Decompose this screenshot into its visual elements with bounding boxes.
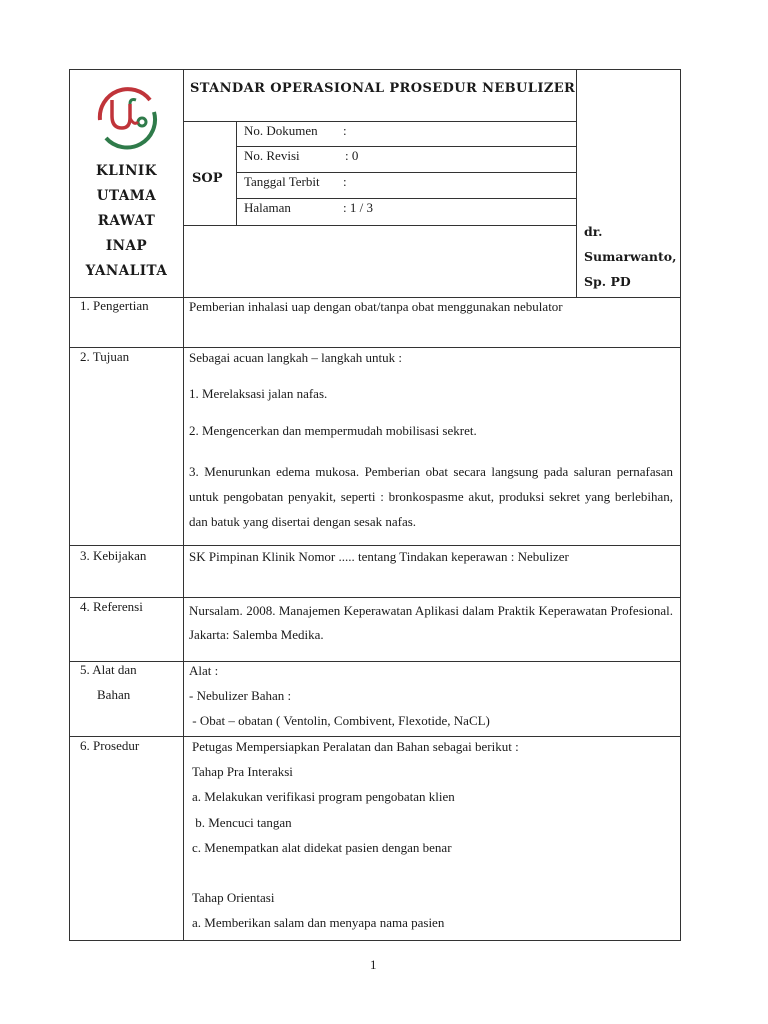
row-divider-5 — [69, 736, 681, 737]
table-border-right — [680, 69, 681, 941]
clinic-name-line: INAP — [105, 238, 148, 254]
doctor-name — [584, 219, 676, 294]
table-border-bottom — [69, 940, 681, 941]
clinic-name-line: UTAMA — [96, 188, 157, 204]
clinic-name-line: KLINIK — [96, 163, 157, 179]
prosedur-line-4: b. Mencuci tangan — [192, 815, 292, 830]
field-label-halaman: Halaman — [244, 200, 291, 215]
section-label-kebijakan: 3. Kebijakan — [80, 548, 147, 563]
field-value-no-dokumen: : — [343, 123, 347, 138]
column-divider-1 — [183, 69, 184, 941]
title-divider — [183, 121, 576, 122]
sop-bottom-divider — [183, 225, 576, 226]
prosedur-line-2: Tahap Pra Interaksi — [192, 764, 293, 779]
sop-divider — [236, 121, 237, 225]
prosedur-line-6: Tahap Orientasi — [192, 890, 275, 905]
field-label-tanggal-terbit: Tanggal Terbit — [244, 174, 320, 189]
field-value-no-revisi: : 0 — [345, 148, 359, 163]
page-number: 1 — [370, 957, 377, 972]
tujuan-intro: Sebagai acuan langkah – langkah untuk : — [189, 350, 402, 365]
prosedur-line-3: a. Melakukan verifikasi program pengobatan klien — [192, 789, 455, 804]
tujuan-item-2: 2. Mengencerkan dan mempermudah mobilisasi sekret. — [189, 423, 477, 438]
field-value-halaman: : 1 / 3 — [343, 200, 373, 215]
clinic-name-line: YANALITA — [85, 263, 168, 279]
section-label-referensi: 4. Referensi — [80, 599, 143, 614]
field-label-no-dokumen: No. Dokumen — [244, 123, 318, 138]
section-label-bahan: Bahan — [97, 687, 131, 702]
clinic-logo-icon — [92, 82, 160, 150]
prosedur-line-1: Petugas Mempersiapkan Peralatan dan Bahan sebagai berikut : — [192, 739, 519, 754]
field-value-tanggal-terbit: : — [343, 174, 347, 189]
row-divider-1 — [69, 347, 681, 348]
pengertian-text: Pemberian inhalasi uap dengan obat/tanpa obat menggunakan nebulator — [189, 299, 563, 314]
document-title: STANDAR OPERASIONAL PROSEDUR NEBULIZER — [190, 81, 576, 96]
column-divider-doctor — [576, 69, 577, 297]
alat-line-1: Alat : — [189, 663, 219, 678]
doctor-name-line: Sp. PD — [584, 274, 631, 289]
doctor-name-line: Sumarwanto, — [584, 249, 677, 264]
row-divider-2 — [69, 545, 681, 546]
alat-line-3: - Obat – obatan ( Ventolin, Combivent, Flexotide, NaCL) — [189, 713, 490, 728]
referensi-text: Nursalam. 2008. Manajemen Keperawatan Aplikasi dalam Praktik Keperawatan Profesional. Jakarta: Salemba Medika. — [189, 603, 673, 642]
doctor-name-line: dr. — [584, 224, 603, 239]
alat-line-2: - Nebulizer Bahan : — [189, 688, 292, 703]
tujuan-item-3: 3. Menurunkan edema mukosa. Pemberian obat secara langsung pada saluran pernafasan untuk pengobatan penyakit, seperti : bronkospasme akut, produksi sekret yang berlebihan, dan batuk yang disertai dengan sesak nafas. — [189, 464, 673, 529]
tujuan-item-1: 1. Merelaksasi jalan nafas. — [189, 386, 328, 401]
table-border-top — [69, 69, 681, 70]
field-label-no-revisi: No. Revisi — [244, 148, 300, 163]
prosedur-line-7: a. Memberikan salam dan menyapa nama pasien — [192, 915, 445, 930]
row-divider-4 — [69, 661, 681, 662]
sop-label: SOP — [192, 171, 223, 186]
kebijakan-text: SK Pimpinan Klinik Nomor ..... tentang Tindakan keperawan : Nebulizer — [189, 549, 569, 564]
section-label-pengertian: 1. Pengertian — [80, 298, 149, 313]
section-label-alat: 5. Alat dan — [80, 662, 137, 677]
section-label-tujuan: 2. Tujuan — [80, 349, 130, 364]
clinic-name-line: RAWAT — [97, 213, 156, 229]
clinic-name — [70, 159, 183, 284]
section-label-prosedur: 6. Prosedur — [80, 738, 140, 753]
prosedur-line-5: c. Menempatkan alat didekat pasien dengan benar — [192, 840, 452, 855]
row-divider-3 — [69, 597, 681, 598]
